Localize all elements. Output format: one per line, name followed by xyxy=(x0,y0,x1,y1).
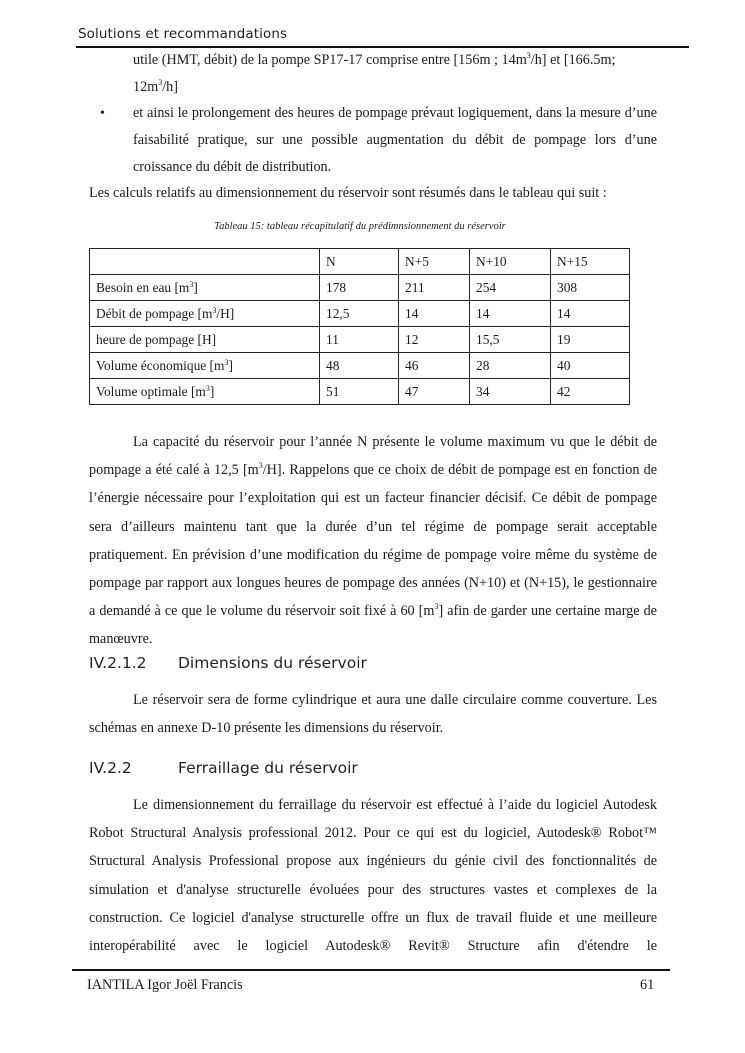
row-label xyxy=(90,327,320,353)
table-header-cell xyxy=(90,249,320,275)
label-text: ] xyxy=(228,357,233,373)
table-row xyxy=(90,353,630,379)
table-cell: 34 xyxy=(470,379,551,405)
running-header: Solutions et recommandations xyxy=(78,26,288,42)
label-text: heure de pompage [H] xyxy=(96,331,217,347)
text-span: /h] xyxy=(162,79,178,95)
table-cell: 14 xyxy=(399,301,470,327)
table-row xyxy=(90,275,630,301)
bullet-text: et ainsi le prolongement des heures de pompage prévaut logiquement, dans la mesure d’une faisabilité pratique, sur une possible augmentation du débit de pompage lors d’une croissance du débit de distribution. xyxy=(133,105,657,175)
table-cell: 12,5 xyxy=(320,301,399,327)
superscript: 3 xyxy=(526,51,531,60)
table-cell: 46 xyxy=(399,353,470,379)
label-text: /H] xyxy=(216,305,235,321)
section-heading-ferraillage xyxy=(89,759,358,777)
table-cell: 28 xyxy=(470,353,551,379)
label-text: ] xyxy=(209,383,215,399)
page-number: 61 xyxy=(640,977,655,993)
table-cell: 11 xyxy=(320,327,399,353)
row-label xyxy=(90,379,320,405)
table-caption: Tableau 15: tableau récapitulatif du prédimnsionnement du réservoir xyxy=(214,221,506,232)
text-span: 12m xyxy=(133,79,159,95)
table-intro-text: Les calculs relatifs au dimensionnement du réservoir sont résumés dans le tableau qui suit : xyxy=(89,185,607,201)
table-cell: 42 xyxy=(551,379,630,405)
table-cell: 254 xyxy=(470,275,551,301)
row-label xyxy=(90,353,320,379)
table-cell: 211 xyxy=(399,275,470,301)
table-cell: 40 xyxy=(551,353,630,379)
text-span: utile (HMT, débit) de la pompe SP17-17 comprise entre [156m ; 14m xyxy=(133,52,527,68)
table-header-cell: N xyxy=(320,249,399,275)
label-text: ] xyxy=(193,279,198,295)
label-text: Débit de pompage [m xyxy=(96,305,213,321)
table-row xyxy=(90,301,630,327)
table-cell: 19 xyxy=(551,327,630,353)
bullet-icon: • xyxy=(100,106,105,121)
table-header-cell: N+15 xyxy=(551,249,630,275)
dimensions-paragraph xyxy=(89,686,657,742)
row-label xyxy=(90,301,320,327)
capacity-paragraph xyxy=(89,428,657,654)
ferraillage-paragraph xyxy=(89,791,657,960)
continued-bullet-text xyxy=(133,47,657,101)
table-cell: 12 xyxy=(399,327,470,353)
section-title: Ferraillage du réservoir xyxy=(178,759,358,777)
table-cell: 51 xyxy=(320,379,399,405)
table-cell: 178 xyxy=(320,275,399,301)
table-header-row xyxy=(90,249,630,275)
footer-author: IANTILA Igor Joël Francis xyxy=(87,977,243,993)
superscript: 3 xyxy=(258,461,263,471)
table-cell: 48 xyxy=(320,353,399,379)
text-span: La capacité du réservoir pour l’année N présente le volume maximum vu que le débit de pompage a été calé à 12,5 [m xyxy=(89,434,657,479)
table-cell: 47 xyxy=(399,379,470,405)
superscript: 3 xyxy=(158,78,163,87)
table-header-cell: N+10 xyxy=(470,249,551,275)
superscript: 3 xyxy=(212,305,217,315)
label-text: Besoin en eau [m xyxy=(96,279,190,295)
summary-table xyxy=(89,248,630,405)
table-cell: 308 xyxy=(551,275,630,301)
text-span: /h] et [166.5m; xyxy=(530,52,616,68)
table-cell: 15,5 xyxy=(470,327,551,353)
text-span: Le réservoir sera de forme cylindrique et aura une dalle circulaire comme couverture. Les schémas en annexe D-10 présente les dimensions du réservoir. xyxy=(89,692,657,737)
superscript: 3 xyxy=(434,602,439,612)
section-number: IV.2.2 xyxy=(89,759,132,777)
section-heading-dimensions xyxy=(89,654,367,672)
label-text: Volume optimale [m xyxy=(96,383,206,399)
section-title: Dimensions du réservoir xyxy=(178,654,367,672)
row-label xyxy=(90,275,320,301)
footer-rule xyxy=(72,969,670,971)
table-cell: 14 xyxy=(470,301,551,327)
text-span: /H]. Rappelons que ce choix de débit de pompage est en fonction de l’énergie nécessaire pour l’exploitation qui est un facteur financier décisif. Ce débit de pompage sera d’ailleurs maintenu tant que la durée d’un tel régime de pompage serait acceptable pratiquement. En prévision d’une modification du régime de pompage voire même du système de pompage par rapport aux longues heures de pompage des années (N+10) et (N+15), le gestionnaire a demandé à ce que le volume du réservoir soit fixé à 60 [m xyxy=(89,462,657,620)
text-span: Le dimensionnement du ferraillage du réservoir est effectué à l’aide du logiciel Autodesk Robot Structural Analysis professional 2012. Pour ce qui est du logiciel, Autodesk® Robot™ Structural Analysis Professional propose aux ingénieurs du génie civil des fonctionnalités de simulation et d'analyse structurelle évoluées pour des structures vastes et complexes de la construction. Ce logiciel d'analyse structurelle offre un flux de travail fluide et une meilleure interopérabilité avec le logiciel Autodesk® Revit® Structure afin d'étendre le xyxy=(89,797,657,955)
superscript: 3 xyxy=(189,279,194,289)
table-cell: 14 xyxy=(551,301,630,327)
label-text: Volume économique [m xyxy=(96,357,225,373)
superscript: 3 xyxy=(224,357,229,367)
table-header-cell: N+5 xyxy=(399,249,470,275)
table-row xyxy=(90,327,630,353)
table-row xyxy=(90,379,630,405)
superscript: 3 xyxy=(205,383,210,393)
section-number: IV.2.1.2 xyxy=(89,654,147,672)
text-span: ] afin de garder une certaine marge de manœuvre. xyxy=(89,603,657,648)
